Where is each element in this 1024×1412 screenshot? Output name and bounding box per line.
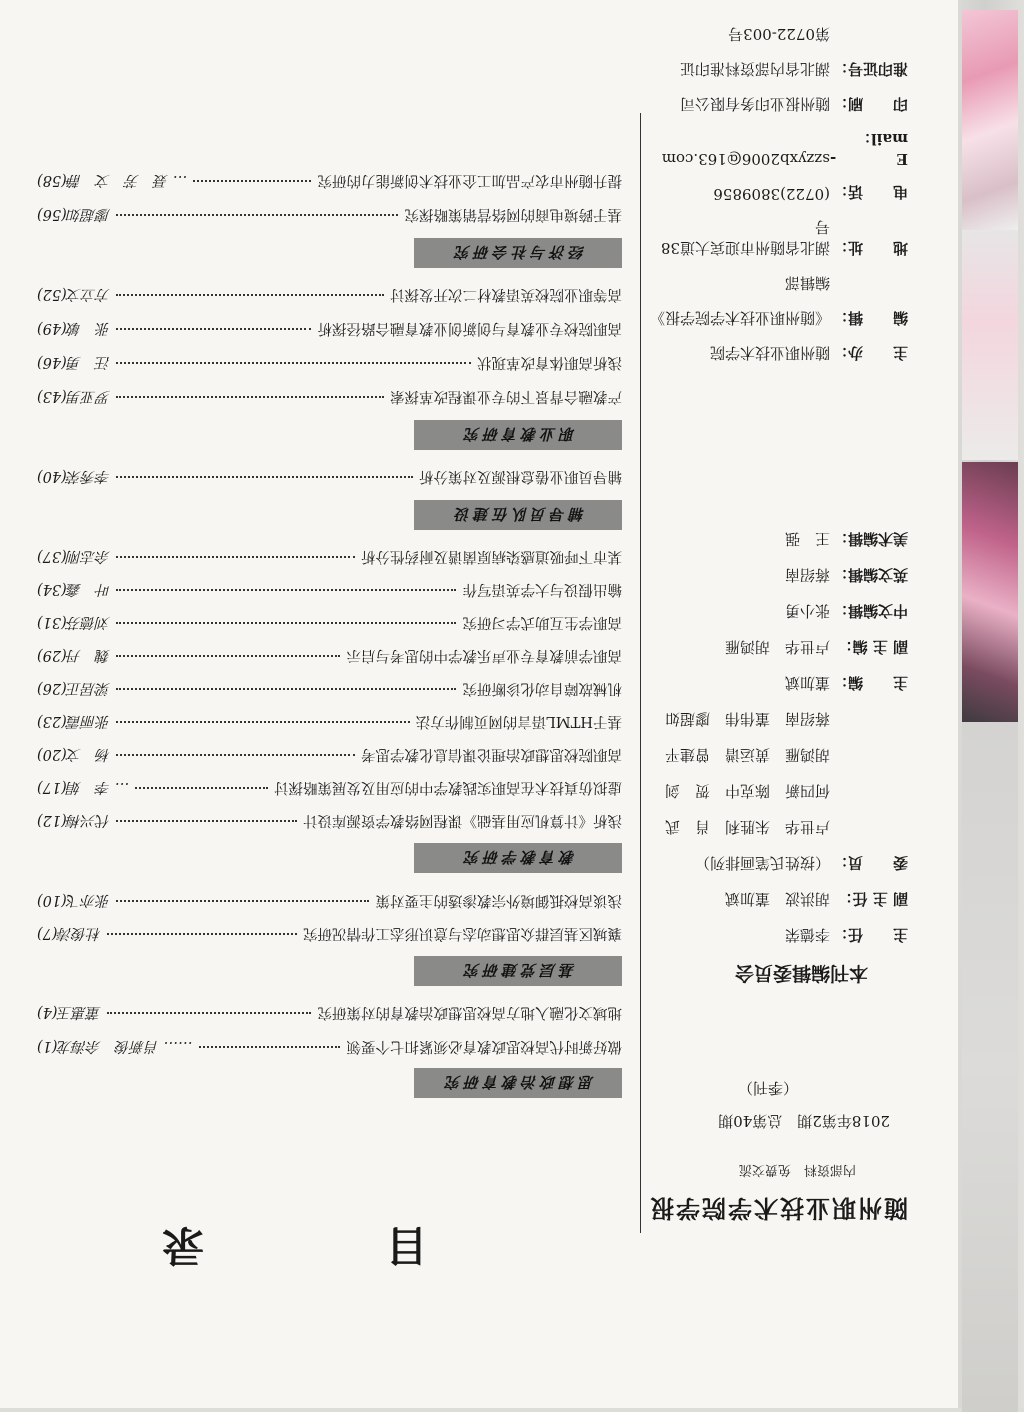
adjacent-photo bbox=[962, 230, 1018, 460]
dot-leader bbox=[116, 294, 384, 296]
imprint-label: 印 刷： bbox=[832, 95, 908, 113]
imprint-row bbox=[648, 217, 908, 259]
toc-title: 目 录 bbox=[91, 1221, 428, 1270]
board-row bbox=[648, 925, 908, 946]
board-row bbox=[648, 709, 908, 730]
board-value: 蒋绍南 bbox=[784, 566, 830, 584]
toc-entry-title: 浅析高职体育改革现状 bbox=[477, 354, 622, 370]
toc-entry-author-page: 汪 勇(46) bbox=[37, 354, 111, 370]
toc-entry-title: 地域文化融入地方高校思想政治教育的对策研究 bbox=[317, 1004, 622, 1020]
journal-issue: 2018年第2期 总第40期 bbox=[718, 1112, 890, 1130]
toc-entry-title: 输出假设与大学英语写作 bbox=[462, 581, 622, 597]
imprint-value: szzyxb2006@163.com bbox=[661, 150, 830, 168]
toc-entry-title: 基于跨境电商的网络营销策略探究 bbox=[404, 206, 622, 222]
board-value: 张小勇 bbox=[784, 602, 830, 620]
toc-entry-title: 高等职业院校英语教材二次开发探讨 bbox=[390, 286, 622, 302]
toc-section-header: 基层党建研究 bbox=[414, 956, 622, 986]
column-divider bbox=[640, 113, 641, 1233]
board-row bbox=[648, 853, 908, 874]
toc-entry-author-page: … 李 娟(17) bbox=[37, 779, 130, 795]
toc-entry bbox=[37, 353, 622, 374]
imprint-label: E - mail： bbox=[830, 130, 908, 168]
toc-entry-author-page: 叶 鑫(34) bbox=[37, 581, 111, 597]
toc-entry-author-page: 张 敏(49) bbox=[37, 320, 111, 336]
imprint-label: 准印证号： bbox=[832, 60, 908, 78]
board-value: 胡洪波 董加斌 bbox=[724, 890, 830, 908]
board-row bbox=[648, 673, 908, 694]
toc-entry-author-page: 刘德芬(31) bbox=[37, 614, 111, 630]
dot-leader bbox=[199, 1046, 341, 1048]
imprint-label: 地 址： bbox=[832, 239, 908, 257]
imprint-label bbox=[830, 24, 908, 45]
board-label bbox=[830, 817, 908, 838]
toc-entry bbox=[37, 745, 622, 766]
imprint-row bbox=[648, 129, 908, 168]
board-row bbox=[648, 817, 908, 838]
board-row bbox=[648, 565, 908, 586]
imprint-row bbox=[648, 59, 908, 80]
toc-entry-title: 虚拟仿真技术在高职实践教学中的应用及发展策略探讨 bbox=[274, 779, 622, 795]
board-label: 副 主 任： bbox=[837, 890, 908, 908]
toc-entry bbox=[37, 712, 622, 733]
toc-entry-title: 基于HTML语言的网页制作方法 bbox=[415, 713, 622, 729]
toc-entry-author-page: 梁居正(26) bbox=[37, 680, 111, 696]
board-row bbox=[648, 781, 908, 802]
toc-entry bbox=[37, 387, 622, 408]
board-label: 主 编： bbox=[832, 674, 908, 692]
dot-leader bbox=[107, 933, 297, 935]
board-label bbox=[830, 745, 908, 766]
toc-entry-author-page: 董惠玉(4) bbox=[37, 1004, 102, 1020]
toc-entry bbox=[37, 285, 622, 306]
board-row bbox=[648, 529, 908, 550]
dot-leader bbox=[116, 476, 413, 478]
toc-entry-author-page: 方立文(52) bbox=[37, 286, 111, 302]
imprint-row bbox=[648, 273, 908, 294]
board-title: 本刊编辑委员会 bbox=[734, 962, 868, 984]
imprint-value: 《随州职业技术学院学报》 bbox=[649, 309, 830, 327]
toc-entry-author-page: 余志刚(37) bbox=[37, 548, 111, 564]
board-label: 委 员： bbox=[832, 854, 908, 872]
dot-leader bbox=[116, 754, 355, 756]
toc-entry-title: 提升随州市农产品加工企业技术创新能力的研究 bbox=[317, 172, 622, 188]
toc-entry bbox=[37, 613, 622, 634]
imprint-value: 第0722-003号 bbox=[728, 25, 830, 43]
dot-leader bbox=[116, 655, 340, 657]
board-label: 美术编辑： bbox=[832, 530, 908, 548]
dot-leader bbox=[116, 214, 398, 216]
dot-leader bbox=[193, 180, 311, 182]
dot-leader bbox=[135, 787, 268, 789]
toc-entry bbox=[37, 924, 622, 945]
adjacent-photo bbox=[962, 722, 1018, 1412]
imprint-row bbox=[648, 308, 908, 329]
journal-title: 随州职业技术学院学报 bbox=[648, 1194, 908, 1223]
board-value: 王 强 bbox=[784, 530, 830, 548]
imprint bbox=[648, 10, 908, 378]
board-row bbox=[648, 889, 908, 910]
masthead bbox=[648, 1072, 908, 1228]
board-value: 董加斌 bbox=[784, 674, 830, 692]
toc-entry-author-page: 张丽霞(23) bbox=[37, 713, 111, 729]
toc-entry-author-page: …… 肖新俊 余海龙(1) bbox=[37, 1038, 193, 1054]
toc-entry-author-page: 杨 文(20) bbox=[37, 746, 111, 762]
editorial-board bbox=[648, 514, 908, 988]
toc-entry-title: 某市下呼吸道感染病原菌谱及耐药性分析 bbox=[361, 548, 622, 564]
toc-section-header: 思想政治教育研究 bbox=[414, 1068, 622, 1098]
toc-entry-author-page: 张亦飞(10) bbox=[37, 892, 111, 908]
toc-entry bbox=[37, 205, 622, 226]
toc-entry-title: 机械故障自动化诊断研究 bbox=[462, 680, 622, 696]
toc-entry-title: 高职学前教育专业声乐教学中的思考与启示 bbox=[346, 647, 622, 663]
toc-entry-author-page: 代兴梅(12) bbox=[37, 812, 111, 828]
imprint-value: 随州报业印务有限公司 bbox=[679, 95, 830, 113]
imprint-value: 编辑部 bbox=[784, 274, 830, 292]
toc-section-header: 经济与社会研究 bbox=[414, 238, 622, 268]
dot-leader bbox=[116, 362, 471, 364]
dot-leader bbox=[107, 1012, 311, 1014]
dot-leader bbox=[116, 556, 355, 558]
dot-leader bbox=[116, 622, 456, 624]
board-label: 中文编辑： bbox=[832, 602, 908, 620]
board-row bbox=[648, 637, 908, 658]
toc-entry-title: 浅谈高校抵御境外宗教渗透的主要对策 bbox=[375, 892, 622, 908]
board-label: 主 任： bbox=[832, 926, 908, 944]
toc-entry-author-page: 廖超如(56) bbox=[37, 206, 111, 222]
toc-entry bbox=[37, 891, 622, 912]
board-value: 卢世华 胡鸿雁 bbox=[724, 638, 830, 656]
dot-leader bbox=[116, 900, 369, 902]
toc-section-header: 职业教育研究 bbox=[414, 420, 622, 450]
toc-entry bbox=[37, 646, 622, 667]
toc-entry bbox=[37, 1003, 622, 1024]
imprint-row bbox=[648, 94, 908, 115]
board-value: （按姓氏笔画排列） bbox=[694, 854, 830, 872]
board-value: 胡鸿雁 黄运谱 曾建平 bbox=[664, 746, 830, 764]
toc-entry bbox=[37, 547, 622, 568]
adjacent-photo bbox=[962, 462, 1018, 722]
imprint-row bbox=[648, 343, 908, 364]
imprint-label: 电 话： bbox=[832, 183, 908, 201]
toc-entry-author-page: 罗亚男(43) bbox=[37, 388, 111, 404]
dot-leader bbox=[116, 820, 297, 822]
toc-entry-title: 高职院校专业教育与创新创业教育融合路径探析 bbox=[317, 320, 622, 336]
journal-nature: 内部资料 免费交流 bbox=[738, 1162, 856, 1177]
board-label bbox=[830, 781, 908, 802]
board-label: 副 主 编： bbox=[837, 638, 908, 656]
board-value: 何四新 陈克中 贺 剑 bbox=[664, 782, 830, 800]
toc-entry bbox=[37, 580, 622, 601]
imprint-label: 主 办： bbox=[832, 344, 908, 362]
toc-entry bbox=[37, 778, 622, 799]
board-value: 蒋绍南 董伟伟 廖超如 bbox=[664, 710, 830, 728]
board-row bbox=[648, 601, 908, 622]
dot-leader bbox=[116, 721, 409, 723]
imprint-value: 随州职业技术学院 bbox=[709, 344, 830, 362]
board-label bbox=[830, 709, 908, 730]
toc-entry-title: 高职学生互助式学习研究 bbox=[462, 614, 622, 630]
dot-leader bbox=[116, 589, 456, 591]
toc-entry-title: 辅导员职业倦怠根源及对策分析 bbox=[419, 468, 622, 484]
imprint-value: (0722)3809856 bbox=[713, 185, 830, 203]
board-value: 李德荣 bbox=[784, 926, 830, 944]
toc-entry bbox=[37, 319, 622, 340]
board-value: 卢世华 朱胜利 肖 武 bbox=[664, 818, 830, 836]
imprint-value: 湖北省随州市迎宾大道38号 bbox=[660, 218, 830, 257]
imprint-value: 湖北省内部资料准印证 bbox=[679, 60, 830, 78]
adjacent-photo bbox=[962, 10, 1018, 230]
toc-entry-author-page: 魏 丹(29) bbox=[37, 647, 111, 663]
imprint-label bbox=[830, 273, 908, 294]
toc-entry-title: 高职院校思想政治理论课信息化教学思考 bbox=[361, 746, 622, 762]
toc-entry bbox=[37, 679, 622, 700]
toc-entry bbox=[37, 171, 622, 192]
journal-frequency: （季刊） bbox=[737, 1079, 798, 1097]
toc-entry-title: 产教融合背景下的专业课程改革探索 bbox=[390, 388, 622, 404]
board-label: 英文编辑： bbox=[832, 566, 908, 584]
toc-entry bbox=[37, 1037, 622, 1058]
toc-entry-title: 襄城区基层群众思想动态与意识形态工作情况研究 bbox=[303, 925, 622, 941]
imprint-row bbox=[648, 24, 908, 45]
toc-entry-title: 做好新时代高校思政教育必须紧扣七个要领 bbox=[346, 1038, 622, 1054]
dot-leader bbox=[116, 396, 384, 398]
imprint-row bbox=[648, 182, 908, 203]
toc-entry-author-page: … 聂 芳 文 静(58) bbox=[37, 172, 188, 188]
toc-section-header: 辅导员队伍建设 bbox=[414, 500, 622, 530]
board-row bbox=[648, 745, 908, 766]
imprint-label: 编 辑： bbox=[832, 309, 908, 327]
toc-entry bbox=[37, 811, 622, 832]
dot-leader bbox=[116, 328, 311, 330]
toc-entry bbox=[37, 467, 622, 488]
toc-entry-title: 浅析《计算机应用基础》课程网络教学资源库设计 bbox=[303, 812, 622, 828]
dot-leader bbox=[116, 688, 456, 690]
toc-section-header: 教育教学研究 bbox=[414, 843, 622, 873]
toc-entry-author-page: 李秀荣(40) bbox=[37, 468, 111, 484]
toc-entry-author-page: 杜俊涛(7) bbox=[37, 925, 102, 941]
